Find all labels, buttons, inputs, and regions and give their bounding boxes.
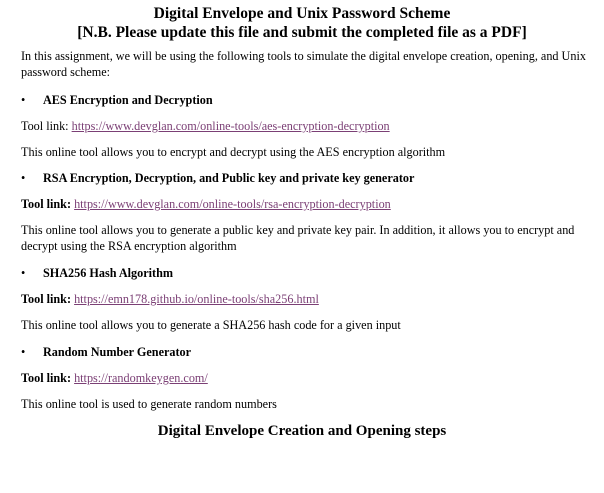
tool-link-label: Tool link:	[21, 292, 75, 306]
intro-paragraph: In this assignment, we will be using the following tools to simulate the digital envelope creation, opening, and Unix password scheme:	[21, 49, 586, 79]
tool-link-label: Tool link:	[21, 371, 75, 385]
section-heading: Digital Envelope Creation and Opening steps	[157, 423, 447, 439]
tool-description-sha256: This online tool allows you to generate a SHA256 hash code for a given input	[21, 318, 401, 332]
tool-heading: Random Number Generator	[43, 345, 192, 359]
tool-link-label: Tool link:	[21, 119, 72, 133]
bullet-icon: •	[21, 93, 26, 107]
document-title: Digital Envelope and Unix Password Scheme	[153, 5, 451, 22]
tool-link-row-aes	[21, 118, 587, 134]
list-item-sha256	[21, 265, 587, 281]
tool-heading: AES Encryption and Decryption	[43, 93, 213, 107]
tool-link-row-sha256	[21, 291, 587, 307]
bullet-icon: •	[21, 171, 26, 185]
bullet-icon: •	[21, 266, 26, 280]
sha256-tool-link[interactable]: https://emn178.github.io/online-tools/sha256.html	[74, 292, 319, 306]
random-tool-link[interactable]: https://randomkeygen.com/	[74, 371, 208, 385]
list-item-random	[21, 344, 587, 360]
tool-link-label: Tool link:	[21, 197, 75, 211]
tool-heading: RSA Encryption, Decryption, and Public key and private key generator	[43, 171, 415, 185]
bullet-icon: •	[21, 345, 26, 359]
tool-heading: SHA256 Hash Algorithm	[43, 266, 174, 280]
tool-link-row-random	[21, 370, 587, 386]
tool-link-row-rsa	[21, 196, 587, 212]
list-item-aes	[21, 92, 587, 108]
rsa-tool-link[interactable]: https://www.devglan.com/online-tools/rsa-encryption-decryption	[74, 197, 391, 211]
tool-description-rsa: This online tool allows you to generate a public key and private key pair. In addition, it allows you to encrypt and decrypt using the RSA encryption algorithm	[21, 223, 575, 253]
list-item-rsa	[21, 170, 587, 186]
aes-tool-link[interactable]: https://www.devglan.com/online-tools/aes-encryption-decryption	[71, 119, 390, 133]
document-subtitle-note: [N.B. Please update this file and submit the completed file as a PDF]	[77, 24, 527, 41]
tool-description-aes: This online tool allows you to encrypt and decrypt using the AES encryption algorithm	[21, 145, 446, 159]
tool-description-random: This online tool is used to generate random numbers	[21, 397, 277, 411]
